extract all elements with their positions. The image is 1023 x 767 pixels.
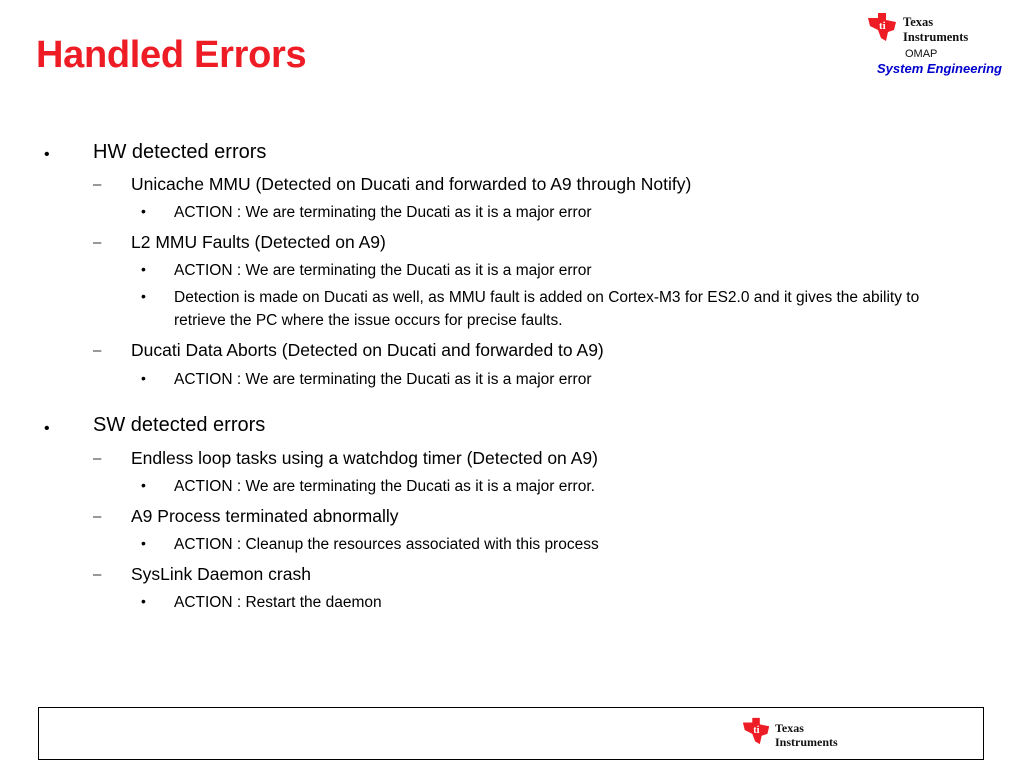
texas-instruments-logo-icon [741, 716, 773, 746]
svg-text:ti: ti [879, 20, 886, 32]
footer-logo [741, 716, 881, 752]
bullet-marker: • [141, 370, 146, 386]
level1-hw-errors: HW detected errors [93, 141, 267, 163]
bullet-marker: • [141, 477, 146, 493]
level2-item: Ducati Data Aborts (Detected on Ducati and forwarded to A9) [131, 340, 604, 360]
level3-item: Detection is made on Ducati as well, as MMU fault is added on Cortex-M3 for ES2.0 and it gives the ability to retrieve the PC where the issue occurs for precise faults. [174, 289, 920, 329]
header-logo [862, 10, 1012, 80]
level2-item: SysLink Daemon crash [131, 564, 311, 584]
brand-omap: OMAP [905, 48, 938, 60]
svg-text:ti: ti [753, 724, 760, 736]
bullet-marker: • [141, 535, 146, 551]
dash-marker: – [93, 450, 102, 467]
level3-item: ACTION : We are terminating the Ducati as it is a major error [174, 262, 592, 279]
level2-item: Endless loop tasks using a watchdog timer (Detected on A9) [131, 448, 598, 468]
bullet-marker: • [141, 261, 146, 277]
level3-item: ACTION : Cleanup the resources associated with this process [174, 536, 599, 553]
footer-word-instruments: Instruments [775, 735, 838, 749]
level2-item: A9 Process terminated abnormally [131, 506, 399, 526]
dash-marker: – [93, 342, 102, 359]
brand-system-engineering: System Engineering [877, 61, 1002, 76]
level2-item: L2 MMU Faults (Detected on A9) [131, 232, 386, 252]
bullet-marker: • [44, 420, 50, 437]
bullet-marker: • [141, 593, 146, 609]
footer-word-texas: Texas [775, 721, 804, 735]
bullet-marker: • [141, 203, 146, 219]
dash-marker: – [93, 176, 102, 193]
slide-title: Handled Errors [36, 34, 307, 76]
dash-marker: – [93, 508, 102, 525]
brand-word-texas: Texas [903, 15, 934, 29]
level3-item: ACTION : Restart the daemon [174, 594, 382, 611]
level2-item: Unicache MMU (Detected on Ducati and forwarded to A9 through Notify) [131, 174, 692, 194]
bullet-marker: • [141, 288, 146, 304]
dash-marker: – [93, 566, 102, 583]
bullet-marker: • [44, 146, 50, 163]
dash-marker: – [93, 234, 102, 251]
level3-item: ACTION : We are terminating the Ducati as it is a major error [174, 371, 592, 388]
level1-sw-errors: SW detected errors [93, 414, 266, 436]
brand-word-instruments: Instruments [903, 30, 969, 44]
texas-instruments-logo-icon [866, 12, 900, 42]
level3-item: ACTION : We are terminating the Ducati as it is a major error [174, 204, 592, 221]
level3-item: ACTION : We are terminating the Ducati as it is a major error. [174, 478, 595, 495]
